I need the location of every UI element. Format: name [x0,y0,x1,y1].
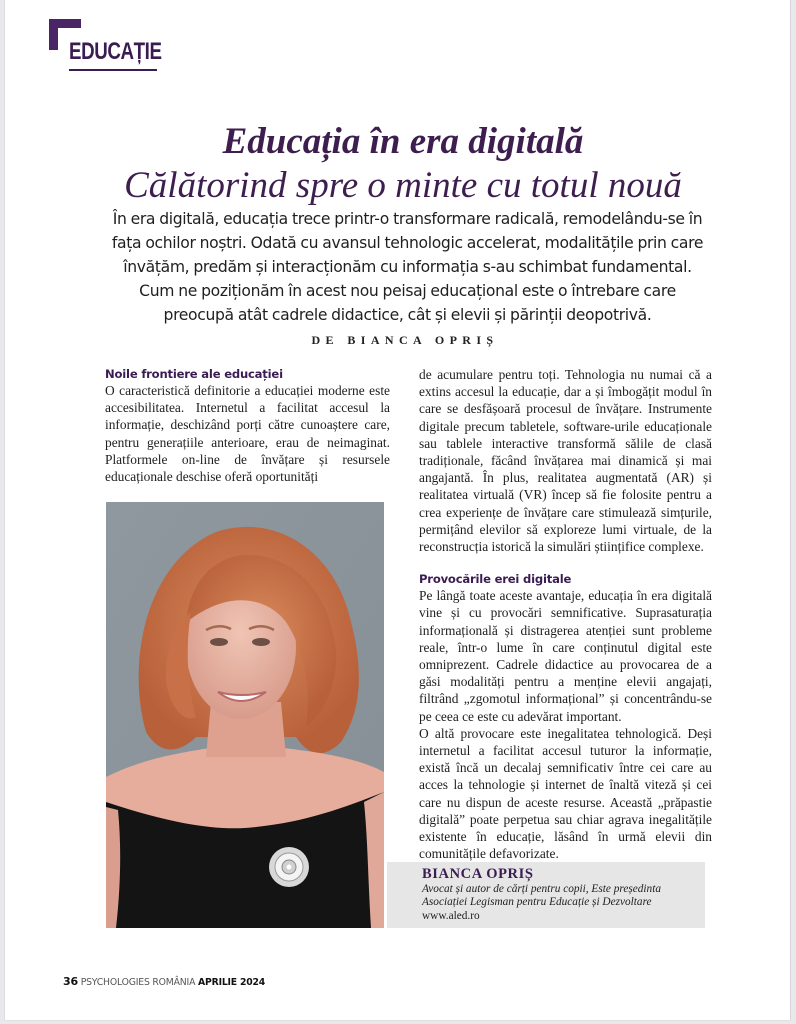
paragraph-accessibility: O caracteristică definitorie a educației moderne este accesibilitatea. Internetul a facilitat accesul la informație, deschizând porți către cunoaștere care, pentru generațiile anterioare, erau de neimaginat. Platformele on-line de învățare și resursele educaționale deschise oferă oportunități [105,383,390,485]
page-number: 36 [63,975,78,988]
section-heading-frontiers: Noile frontiere ale educației [105,367,283,381]
section-heading-challenges: Provocările erei digitale [419,572,572,587]
paragraph-technology: de acumulare pentru toți. Tehnologia nu numai că a extins accesul la educație, dar a și îmbogățit modul în care se desfășoară procesul de învățare. Instrumente digitale precum tabletele, software-urile educaționale sau tablele interactive transformă sălile de clasă tradiționale, făcând învățarea mai dinamică și mai angajantă. În plus, realitatea augmentată (AR) și realitatea virtuală (VR) încep să fie folosite pentru a crea experiențe de învățare care stimulează simțurile, permițând elevilor să exploreze lumi virtuale, de la reconstrucția istorică la simulări științifice complexe. [419,367,712,555]
bio-description: Avocat și autor de cărți pentru copii, Este președinta Asociației Legisman pentru Educație și Dezvoltare [422,883,661,909]
column-right [419,366,712,862]
column-left [105,366,390,485]
article-subtitle: Călătorind spre o minte cu totul nouă [124,165,682,206]
section-underline [69,69,157,71]
paragraph-saturation: Pe lângă toate aceste avantaje, educația în era digitală vine și cu provocări semnificative. Suprasaturația informațională și distragerea atenției sunt probleme reale, într-o lume în care conținutul digital este omniprezent. Cadrele didactice au provocarea de a găsi modalități pentru a menține elevii angajați, filtrând „zgomotul informațional” și concentrându-se pe ceea ce este cu adevărat important. [419,588,712,724]
article-title: Educația în era digitală [222,121,584,162]
magazine-name: PSYCHOLOGIES ROMÂNIA [80,977,196,988]
bio-name: BIANCA OPRIȘ [422,866,534,882]
section-spacer [419,555,712,571]
author-photo [106,502,384,928]
issue-date: APRILIE 2024 [198,977,266,988]
bio-website-link[interactable]: www.aled.ro [422,909,480,922]
page-footer [63,975,265,988]
corner-bar-vertical [49,19,58,50]
article-lead: În era digitală, educația trece printr-o transformare radicală, remodelându-se în fața ochilor noștri. Odată cu avansul tehnologic accelerat, modalitățile prin care învățăm, predăm și interacționăm cu informația s-au schimbat fundamental. Cum ne poziționăm în acest nou peisaj educațional este o întrebare care preocupă atât cadrele didactice, cât și elevii și părinții deopotrivă. [111,210,704,324]
magazine-page [5,0,790,1020]
section-label: EDUCAȚIE [69,38,162,65]
paragraph-inequality: O altă provocare este inegalitatea tehnologică. Deși internetul a facilitat accesul tuturor la informație, există încă un decalaj semnificativ între cei care au acces la tehnologie și internet de înaltă viteză și cei care nu dispun de aceste resurse. Această „prăpastie digitală” poate perpetua sau chiar agrava inegalitățile existente în educație, lăsând în urmă elevii din comunitățile defavorizate. [419,725,712,862]
byline: DE BIANCA OPRIȘ [311,333,499,347]
author-bio-box [387,862,705,928]
